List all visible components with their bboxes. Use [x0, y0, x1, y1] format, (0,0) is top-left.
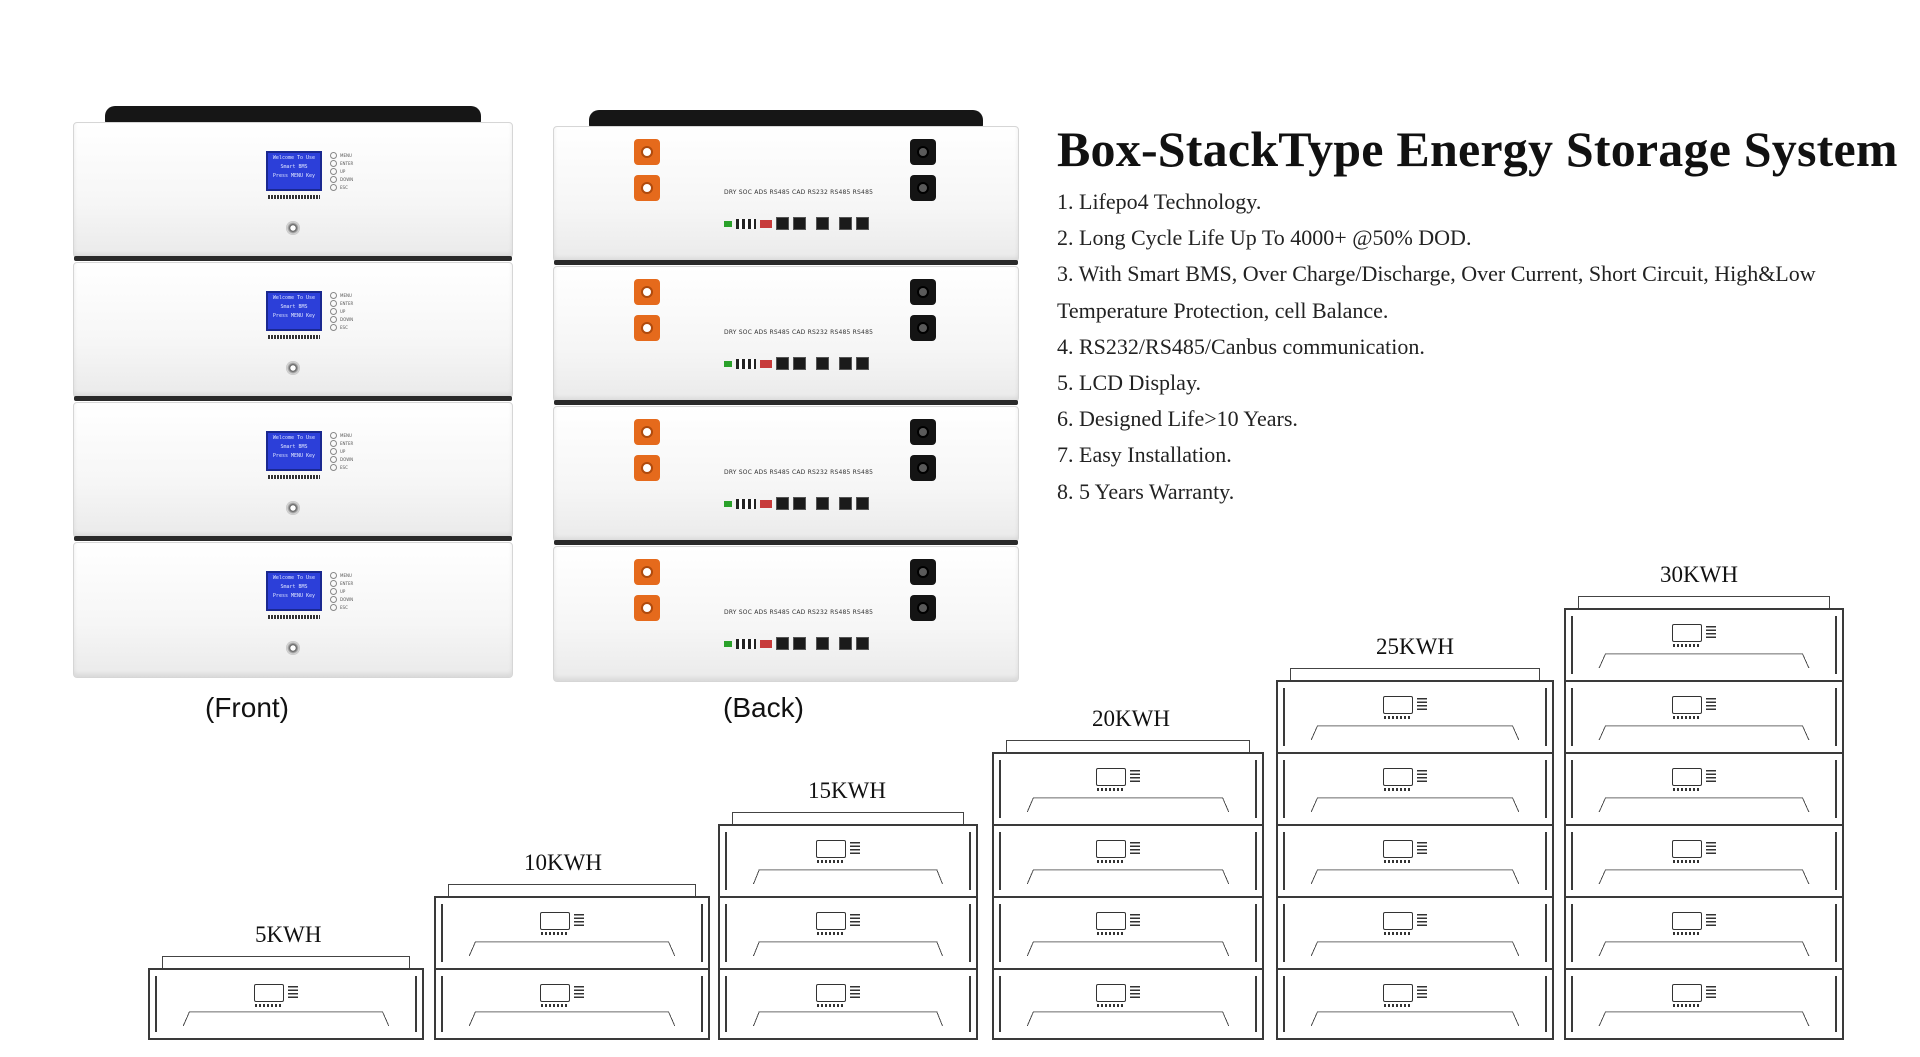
lcd-button-label: MENU [340, 432, 352, 438]
lcd-button-label: ENTER [340, 580, 354, 586]
button-dot-icon [330, 160, 337, 167]
buttons-icon [1417, 698, 1427, 712]
stack-module-drawing [434, 896, 710, 968]
negative-terminal-icon [910, 455, 936, 481]
lcd-strip [268, 615, 320, 619]
feature-item: 7. Easy Installation. [1057, 442, 1232, 468]
stack-module-drawing [1276, 896, 1554, 968]
battery-module-back [553, 126, 1019, 262]
buttons-icon [1130, 914, 1140, 928]
power-knob-icon [286, 361, 300, 375]
lcd-line: Smart BMS [280, 444, 308, 450]
dip-switch-icon [736, 359, 756, 369]
positive-terminal-icon [634, 279, 660, 305]
battery-module-back [553, 406, 1019, 542]
buttons-icon [1706, 698, 1716, 712]
lcd-line: Smart BMS [280, 584, 308, 590]
lcd-line: Smart BMS [280, 304, 308, 310]
stack-lid [1578, 596, 1830, 608]
feature-item: 3. With Smart BMS, Over Charge/Discharge, Over Current, Short Circuit, High&Low Temperature Protection, cell Balance. [1057, 261, 1816, 323]
buttons-icon [1417, 986, 1427, 1000]
screen-icon [1672, 984, 1702, 1002]
communication-ports [724, 217, 869, 230]
battery-module-back [553, 546, 1019, 682]
stack-module-drawing [992, 896, 1264, 968]
screen-icon [1672, 840, 1702, 858]
power-knob-icon [286, 501, 300, 515]
buttons-icon [850, 986, 860, 1000]
lcd-button-label: UP [340, 588, 346, 594]
positive-terminal-icon [634, 595, 660, 621]
lcd-button [330, 151, 353, 159]
lcd-button-column [330, 431, 353, 471]
lcd-strip [268, 335, 320, 339]
communication-ports [724, 497, 869, 510]
rj45-port-icon [839, 637, 852, 650]
lcd-button [330, 307, 353, 315]
lcd-button [330, 447, 353, 455]
lcd-screen [266, 571, 322, 611]
button-dot-icon [330, 308, 337, 315]
buttons-icon [1417, 770, 1427, 784]
lcd-strip [268, 195, 320, 199]
button-dot-icon [330, 432, 337, 439]
feature-item: 8. 5 Years Warranty. [1057, 478, 1235, 504]
stack-module-drawing [1276, 968, 1554, 1040]
port-labels: DRY SOC ADS RS485 CAD RS232 RS485 RS485 [724, 469, 874, 476]
screen-icon [1096, 912, 1126, 930]
buttons-icon [288, 986, 298, 1000]
feature-item: 5. LCD Display. [1057, 370, 1202, 396]
lcd-button [330, 463, 353, 471]
stack-module-drawing [1564, 896, 1844, 968]
rj45-port-icon [816, 497, 829, 510]
screen-icon [816, 984, 846, 1002]
rj45-port-icon [793, 497, 806, 510]
stack-module-drawing [1564, 968, 1844, 1040]
lcd-button [330, 291, 353, 299]
negative-terminal-icon [910, 279, 936, 305]
lcd-button [330, 571, 353, 579]
stack-lid [1290, 668, 1540, 680]
rj45-port-icon [793, 357, 806, 370]
lcd-button-label: ENTER [340, 440, 354, 446]
lcd-button-label: UP [340, 308, 346, 314]
lcd-button-label: DOWN [340, 596, 354, 602]
lcd-button-label: DOWN [340, 176, 354, 182]
button-dot-icon [330, 588, 337, 595]
page-title: Box-StackType Energy Storage System [1057, 121, 1898, 177]
button-dot-icon [330, 448, 337, 455]
address-switch-icon [760, 220, 772, 228]
port-labels: DRY SOC ADS RS485 CAD RS232 RS485 RS485 [724, 189, 874, 196]
lcd-button [330, 595, 353, 603]
lcd-button [330, 323, 353, 331]
buttons-icon [574, 914, 584, 928]
communication-ports [724, 637, 869, 650]
lcd-line: Welcome To Use [272, 155, 316, 161]
screen-icon [1672, 768, 1702, 786]
screen-icon [1383, 912, 1413, 930]
feature-item: 6. Designed Life>10 Years. [1057, 406, 1298, 432]
positive-terminal-icon [634, 315, 660, 341]
positive-terminal-icon [634, 139, 660, 165]
rj45-port-icon [793, 217, 806, 230]
screen-icon [1672, 912, 1702, 930]
button-dot-icon [330, 580, 337, 587]
button-dot-icon [330, 316, 337, 323]
stack-module-drawing [718, 968, 978, 1040]
lcd-button [330, 587, 353, 595]
lcd-screen [266, 151, 322, 191]
buttons-icon [1706, 914, 1716, 928]
lcd-button [330, 455, 353, 463]
battery-module-front [73, 122, 513, 258]
front-caption: (Front) [205, 692, 289, 723]
buttons-icon [1706, 770, 1716, 784]
capacity-label: 10KWH [524, 850, 602, 875]
lcd-button-column [330, 291, 353, 331]
lcd-button-label: ESC [340, 184, 348, 190]
button-dot-icon [330, 292, 337, 299]
power-knob-icon [286, 221, 300, 235]
button-dot-icon [330, 324, 337, 331]
rj45-port-icon [839, 357, 852, 370]
screen-icon [1096, 984, 1126, 1002]
capacity-label: 25KWH [1376, 634, 1454, 659]
stack-module-drawing [992, 824, 1264, 896]
stack-module-drawing [1276, 752, 1554, 824]
stack-module-drawing [1564, 824, 1844, 896]
negative-terminal-icon [910, 419, 936, 445]
lcd-line: Smart BMS [280, 164, 308, 170]
buttons-icon [574, 986, 584, 1000]
rj45-port-icon [776, 497, 789, 510]
button-dot-icon [330, 456, 337, 463]
button-dot-icon [330, 596, 337, 603]
stack-lid [1006, 740, 1250, 752]
communication-ports [724, 357, 869, 370]
address-switch-icon [760, 500, 772, 508]
lcd-line: Press MENU Key [272, 313, 316, 319]
lcd-button-label: ESC [340, 604, 348, 610]
dip-switch-icon [736, 639, 756, 649]
stack-module-drawing [718, 824, 978, 896]
lcd-button [330, 183, 353, 191]
lcd-line: Press MENU Key [272, 593, 316, 599]
button-dot-icon [330, 440, 337, 447]
rj45-port-icon [856, 637, 869, 650]
rj45-port-icon [793, 637, 806, 650]
negative-terminal-icon [910, 559, 936, 585]
buttons-icon [1706, 842, 1716, 856]
lcd-button-label: DOWN [340, 456, 354, 462]
buttons-icon [850, 842, 860, 856]
rj45-port-icon [856, 217, 869, 230]
stack-module-drawing [992, 968, 1264, 1040]
stack-module-drawing [1276, 824, 1554, 896]
dry-contact-icon [724, 361, 732, 367]
screen-icon [1096, 840, 1126, 858]
rj45-port-icon [856, 497, 869, 510]
buttons-icon [1706, 626, 1716, 640]
positive-terminal-icon [634, 455, 660, 481]
lcd-button-label: ESC [340, 324, 348, 330]
screen-icon [1383, 840, 1413, 858]
port-labels: DRY SOC ADS RS485 CAD RS232 RS485 RS485 [724, 329, 874, 336]
port-labels: DRY SOC ADS RS485 CAD RS232 RS485 RS485 [724, 609, 874, 616]
lcd-line: Press MENU Key [272, 453, 316, 459]
lcd-button-label: UP [340, 168, 346, 174]
stack-lid [732, 812, 964, 824]
stack-module-drawing [1276, 680, 1554, 752]
lcd-line: Press MENU Key [272, 173, 316, 179]
screen-icon [816, 912, 846, 930]
feature-item: 4. RS232/RS485/Canbus communication. [1057, 333, 1425, 359]
lcd-button [330, 439, 353, 447]
button-dot-icon [330, 604, 337, 611]
button-dot-icon [330, 176, 337, 183]
buttons-icon [1130, 770, 1140, 784]
rj45-port-icon [816, 357, 829, 370]
stack-module-drawing [1564, 608, 1844, 680]
battery-module-front [73, 542, 513, 678]
lcd-line: Welcome To Use [272, 295, 316, 301]
screen-icon [1383, 696, 1413, 714]
lcd-button [330, 315, 353, 323]
negative-terminal-icon [910, 595, 936, 621]
stack-module-drawing [1564, 680, 1844, 752]
rj45-port-icon [839, 217, 852, 230]
screen-icon [1672, 624, 1702, 642]
lcd-line: Welcome To Use [272, 435, 316, 441]
rj45-port-icon [776, 357, 789, 370]
button-dot-icon [330, 464, 337, 471]
rj45-port-icon [816, 217, 829, 230]
screen-icon [816, 840, 846, 858]
lcd-button-label: DOWN [340, 316, 354, 322]
address-switch-icon [760, 640, 772, 648]
button-dot-icon [330, 152, 337, 159]
screen-icon [540, 984, 570, 1002]
rj45-port-icon [816, 637, 829, 650]
buttons-icon [1706, 986, 1716, 1000]
dry-contact-icon [724, 501, 732, 507]
rj45-port-icon [776, 217, 789, 230]
stack-module-drawing [1564, 752, 1844, 824]
lcd-button [330, 175, 353, 183]
screen-icon [1383, 984, 1413, 1002]
positive-terminal-icon [634, 175, 660, 201]
back-caption: (Back) [723, 692, 804, 723]
dip-switch-icon [736, 499, 756, 509]
lcd-button [330, 159, 353, 167]
buttons-icon [1130, 986, 1140, 1000]
screen-icon [1672, 696, 1702, 714]
button-dot-icon [330, 300, 337, 307]
negative-terminal-icon [910, 315, 936, 341]
stack-module-drawing [434, 968, 710, 1040]
back-photo [553, 110, 1019, 682]
lcd-button [330, 299, 353, 307]
lcd-button [330, 579, 353, 587]
battery-module-front [73, 262, 513, 398]
feature-list [1057, 184, 1917, 510]
lcd-button-label: ENTER [340, 300, 354, 306]
rj45-port-icon [856, 357, 869, 370]
negative-terminal-icon [910, 175, 936, 201]
lcd-button-label: ENTER [340, 160, 354, 166]
screen-icon [540, 912, 570, 930]
feature-item: 1. Lifepo4 Technology. [1057, 189, 1262, 214]
capacity-label: 30KWH [1660, 562, 1738, 587]
stack-module-drawing [992, 752, 1264, 824]
stack-lid [162, 956, 410, 968]
positive-terminal-icon [634, 419, 660, 445]
buttons-icon [1130, 842, 1140, 856]
feature-item: 2. Long Cycle Life Up To 4000+ @50% DOD. [1057, 225, 1472, 251]
buttons-icon [850, 914, 860, 928]
button-dot-icon [330, 168, 337, 175]
lcd-button-label: MENU [340, 292, 352, 298]
buttons-icon [1417, 842, 1427, 856]
lcd-button-label: MENU [340, 152, 352, 158]
capacity-label: 20KWH [1092, 706, 1170, 731]
battery-module-back [553, 266, 1019, 402]
lcd-button [330, 603, 353, 611]
lcd-button-label: UP [340, 448, 346, 454]
lcd-button-column [330, 151, 353, 191]
lcd-screen [266, 291, 322, 331]
screen-icon [254, 984, 284, 1002]
dip-switch-icon [736, 219, 756, 229]
dry-contact-icon [724, 221, 732, 227]
lcd-strip [268, 475, 320, 479]
button-dot-icon [330, 572, 337, 579]
lcd-line: Welcome To Use [272, 575, 316, 581]
button-dot-icon [330, 184, 337, 191]
power-knob-icon [286, 641, 300, 655]
lcd-button [330, 431, 353, 439]
lcd-screen [266, 431, 322, 471]
rj45-port-icon [839, 497, 852, 510]
lcd-button-label: ESC [340, 464, 348, 470]
front-photo [73, 106, 513, 682]
lcd-button-column [330, 571, 353, 611]
lcd-button-label: MENU [340, 572, 352, 578]
dry-contact-icon [724, 641, 732, 647]
capacity-label: 5KWH [255, 922, 322, 947]
stack-lid [448, 884, 696, 896]
lcd-button [330, 167, 353, 175]
buttons-icon [1417, 914, 1427, 928]
screen-icon [1383, 768, 1413, 786]
address-switch-icon [760, 360, 772, 368]
screen-icon [1096, 768, 1126, 786]
capacity-label: 15KWH [808, 778, 886, 803]
stack-module-drawing [148, 968, 424, 1040]
negative-terminal-icon [910, 139, 936, 165]
battery-module-front [73, 402, 513, 538]
stack-module-drawing [718, 896, 978, 968]
rj45-port-icon [776, 637, 789, 650]
positive-terminal-icon [634, 559, 660, 585]
